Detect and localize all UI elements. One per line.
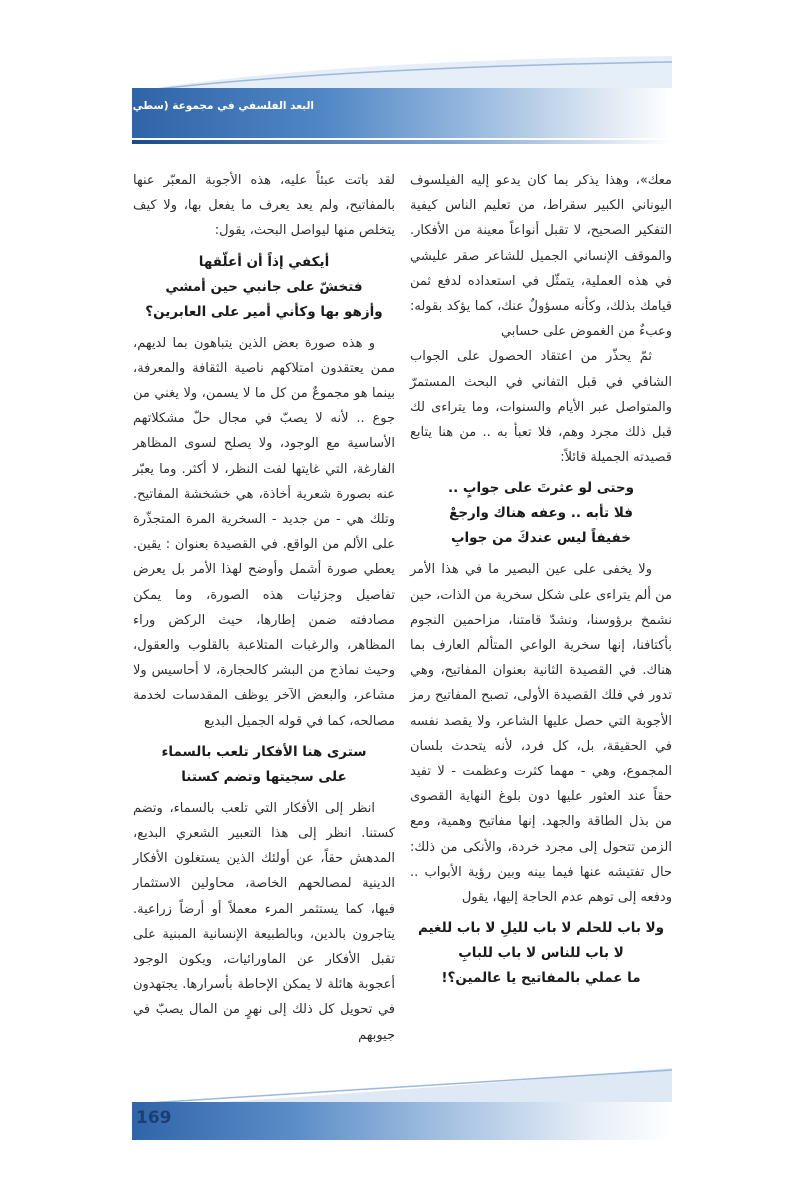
footer-banner <box>132 1102 672 1140</box>
paragraph: لقد باتت عبئاً عليه، هذه الأجوبة المعبّر عنها بالمفاتيح، ولم يعد يعرف ما يفعل بها، ولا كيف يتخلص منها ليواصل البحث، يقول: <box>133 173 395 239</box>
paragraph: معك»، وهذا يذكر بما كان يدعو إليه الفيلسوف اليوناني الكبير سقراط، من تعليم الناس كيفية التفكير الصحيح، لا تقبل أنواعاً معينة من الأفكار. والموقف الإنساني الجميل للشاعر صقر عليشي في هذه العملية، يتمثّل في استعداده لدفع ثمن قيامك بذلك، وكأنه مسؤولٌ عنك، كما يؤكد بقوله: وعبءٌ من الغموض على حسابي <box>410 173 672 340</box>
poem-excerpt <box>410 916 672 991</box>
verse-line: سترى هنا الأفكار تلعب بالسماء <box>161 743 367 760</box>
paragraph: ولا يخفى على عين البصير ما في هذا الأمر من ألم يتراءى على شكل سخرية من الذات، حين نشمخ برؤوسنا، ونشدّ قامتنا، مزاحمين النجوم بأكتافنا، إنها سخرية الواعي المتألم العارف بما هناك. في القصيدة الثانية بعنوان المفاتيح، وهي تدور في فلك القصيدة الأولى، تصبح المفاتيح رمز الأجوبة التي حصل عليها الشاعر، ولا يقصد نفسه في الحقيقة، بل، كل فرد، لأنه يتحدث بلسان المجموع، وهي - مهما كثرت وعظمت - لا تفيد حقاً عند العثور عليها دون بلوغ النهاية القصوى من بذل الطاقة والجهد. إنها مفاتيح وهمية، ومع الزمن تتحول إلى مجرد خردة، والأنكى من ذلك: حال تفتيشه عنها فيما بينه وبين رؤية الأبواب .. ودفعه إلى توهم عدم الحاجة إليها، يقول <box>410 562 672 906</box>
verse-line: وأزهو بها وكأني أمير على العابرين؟ <box>145 303 383 320</box>
page-number: 169 <box>136 1108 172 1128</box>
poem-excerpt <box>133 740 395 790</box>
verse-line: فلا تأبه .. وعفه هناك وارجعْ <box>449 505 633 522</box>
poem-excerpt <box>133 250 395 325</box>
verse-line: لا باب للناس لا باب للبابِ <box>458 945 624 962</box>
verse-line: على سجيتها وتضم كستنا <box>181 768 347 785</box>
verse-line: أيكفي إذاً أن أعلّقها <box>198 253 330 270</box>
paragraph: انظر إلى الأفكار التي تلعب بالسماء، وتضم كستنا. انظر إلى هذا التعبير الشعري البديع، المدهش حقاً، عن أولئك الذين يستغلون الأفكار الدينية لمصالحهم الخاصة، محاولين الاستثمار فيها، كما يستثمر المرء معملاً أو أرضاً زراعية. يتاجرون بالدين، وبالطبيعة الإنسانية المبنية على تقبل الأفكار عن الماورائيات، ويكون الوجود أعجوبة هائلة لا يمكن الإحاطة بأسرارها. يجتهدون في تحويل كل ذلك إلى نهرٍ من المال يصبّ في جيوبهم <box>133 800 395 1043</box>
verse-line: ولا باب للحلم لا باب لليلِ لا باب للغيم <box>417 920 665 937</box>
poem-excerpt <box>410 476 672 551</box>
header-decoration <box>132 56 672 92</box>
paragraph: و هذه صورة بعض الذين يتباهون بما لديهم، ممن يعتقدون امتلاكهم ناصية الثقافة والمعرفة، بينما هو مجموعٌ من كل ما لا يسمن، ولا يغني من جوع .. لأنه لا يصبّ في مجال حلّ مشكلاتهم الأساسية مع الوجود، ولا يصلح لسوى المظاهر الفارغة، التي غايتها لفت النظر، لا أكثر. وما يعبّر عنه بصورة شعرية أخاذة، هي خشخشة المفاتيح. وتلك هي - من جديد - السخرية المرة المتجذّرة على الألم من الواقع. في القصيدة بعنوان : يقين. يعطي صورة أشمل وأوضح لهذا الأمر بل يعرض تفاصيل وجزئيات هذه الصورة، وما يمكن مصادفته ضمن إطارها، حيث الركض وراء المظاهر، والرغبات المتلاعبة بالقلوب والعقول، وحيث نماذج من البشر كالحجارة، لا أحاسيس ولا مشاعر، والبعض الآخر يوظف المقدسات لخدمة مصالحه، كما في قوله الجميل البديع <box>133 335 395 729</box>
verse-line: وحتى لو عثرتَ على جوابٍ .. <box>447 480 635 497</box>
running-title: البعد الفلسفي في مجموعة (سطي على الثلج) <box>74 100 314 112</box>
verse-line: فتخشّ على جانبي حين أمشي <box>165 278 363 295</box>
paragraph: ثمّ يحذّر من اعتقاد الحصول على الجواب الشافي في قبل التفاني في البحث المستمرّ والمتواصل عبر الأيام والسنوات، وما يتراءى لك قبل ذلك مجرد وهم، فلا تعبأ به .. من هنا يتابع قصيدته الجميلة قائلاً: <box>410 349 672 466</box>
left-column <box>133 168 395 1048</box>
right-column <box>410 168 672 997</box>
verse-line: خفيفاً ليس عندكَ من جوابِ <box>450 530 631 547</box>
verse-line: ما عملي بالمفاتيح يا عالمين؟! <box>441 970 641 987</box>
